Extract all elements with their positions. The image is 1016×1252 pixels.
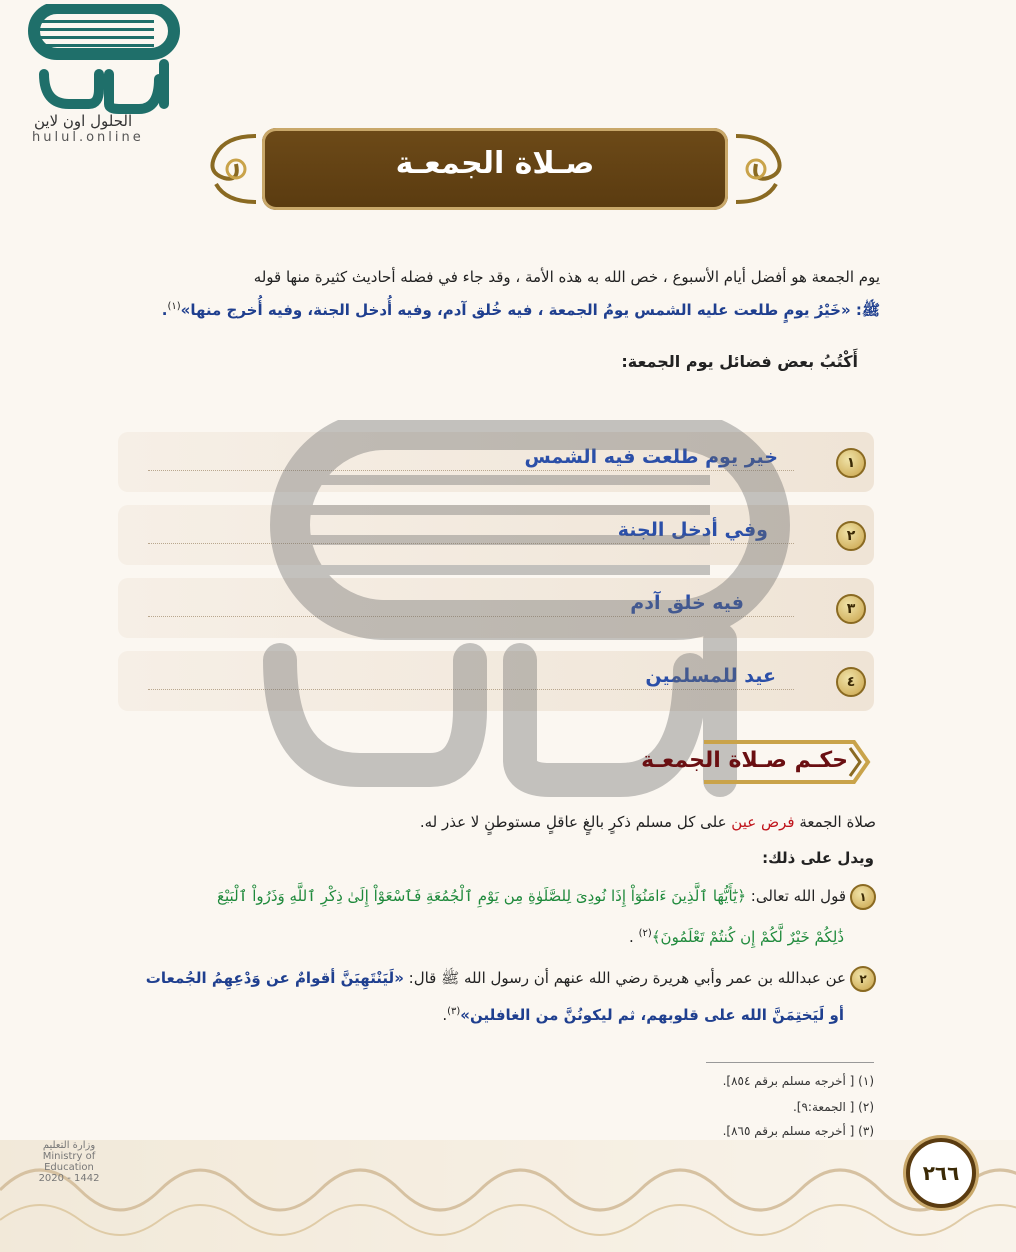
evidence-intro: ويدل على ذلك: bbox=[762, 849, 874, 867]
task-prompt: أَكْتُبُ بعض فضائل يوم الجمعة: bbox=[621, 352, 858, 371]
evidence-intro-text: قول الله تعالى: bbox=[746, 887, 846, 905]
item-number-badge: ٣ bbox=[836, 594, 866, 624]
hadith-text: ﷺ: «خَيْرُ يومٍ طلعت عليه الشمس يومُ الجمعة ، فيه خُلق آدم، وفيه أُدخل الجنة، وفيه أُخرج منها» bbox=[180, 301, 880, 319]
item-number-badge: ١ bbox=[836, 448, 866, 478]
evidence-item-1-cont bbox=[144, 922, 844, 949]
ministry-name: وزارة التعليم bbox=[42, 1140, 96, 1151]
ruling-text-a: صلاة الجمعة bbox=[794, 813, 876, 831]
handwritten-answer[interactable]: عيد للمسلمين bbox=[645, 665, 776, 687]
evidence-intro-text: عن عبدالله بن عمر وأبي هريرة رضي الله عنهم أن رسول الله ﷺ قال: bbox=[403, 969, 846, 987]
page-number: ٢٦٦ bbox=[906, 1138, 976, 1208]
footnote: (٢) [ الجمعة:٩]. bbox=[792, 1100, 874, 1114]
logo-url: hulul.online bbox=[32, 130, 144, 145]
item-number-badge: ٢ bbox=[836, 521, 866, 551]
footnote-ref: (٢) bbox=[638, 928, 652, 939]
ministry-logo bbox=[24, 1140, 114, 1184]
logo-mark-icon bbox=[24, 4, 194, 122]
handwritten-answer[interactable]: وفي أدخل الجنة bbox=[617, 519, 768, 541]
ruling-highlight: فرض عين bbox=[731, 813, 795, 831]
verse-end: . bbox=[629, 928, 639, 946]
hadith-text: «لَيَنْتَهِيَنَّ أقوامٌ عن وَدْعِهِمُ الجُمعات bbox=[145, 969, 404, 987]
logo-tagline: الحلول اون لاين bbox=[34, 112, 133, 130]
footnote: (٣) [ أخرجه مسلم برقم ٨٦٥]. bbox=[722, 1124, 874, 1138]
site-logo bbox=[14, 4, 194, 144]
evidence-item-1 bbox=[116, 884, 876, 910]
handwritten-answer[interactable]: فيه خلق آدم bbox=[630, 592, 744, 614]
footnote-divider bbox=[706, 1062, 874, 1063]
evidence-item-2 bbox=[116, 966, 876, 992]
quran-verse: ﴿يَٰٓأَيُّهَا ٱلَّذِينَ ءَامَنُوٓاْ إِذَا نُودِىَ لِلصَّلَوٰةِ مِن يَوْمِ ٱلْجُمُعَةِ فَٱسْعَوْاْ إِلَىٰ ذِكْرِ ٱللَّهِ وَذَرُواْ ٱلْبَيْعَ bbox=[217, 887, 747, 905]
handwritten-answer[interactable]: خير يوم طلعت فيه الشمس bbox=[524, 446, 778, 468]
footer-ornament-icon bbox=[0, 1120, 1016, 1252]
footnote-ref: (١) bbox=[167, 301, 181, 312]
hadith-end: . bbox=[442, 1006, 448, 1024]
footnote-ref: (٣) bbox=[447, 1006, 461, 1017]
hadith-end: . bbox=[161, 301, 168, 319]
hadith-quote bbox=[110, 296, 880, 321]
title-banner bbox=[262, 128, 728, 210]
item-number-badge: ٤ bbox=[836, 667, 866, 697]
footnote: (١) [ أخرجه مسلم برقم ٨٥٤]. bbox=[722, 1074, 874, 1088]
evidence-number-badge: ١ bbox=[850, 884, 876, 910]
hadith-text-cont: أو لَيَختِمَنَّ الله على قلوبهم، ثم ليكونُنَّ من الغافلين» bbox=[460, 1006, 844, 1024]
banner-ornament-left-icon bbox=[196, 128, 262, 210]
ruling-text-c: على كل مسلم ذكرٍ بالغٍ عاقلٍ مستوطنٍ لا عذر له. bbox=[419, 813, 732, 831]
evidence-item-2-cont bbox=[144, 1000, 844, 1027]
section-heading: حكـم صـلاة الجمعـة bbox=[641, 748, 848, 773]
page-title: صـلاة الجمعـة bbox=[395, 146, 595, 181]
ministry-year: 2020 - 1442 bbox=[38, 1173, 100, 1184]
ministry-subtitle: Ministry of Education bbox=[42, 1151, 96, 1173]
evidence-number-badge: ٢ bbox=[850, 966, 876, 992]
ruling-paragraph bbox=[136, 810, 876, 834]
quran-verse-cont: ذَٰلِكُمْ خَيْرٌ لَّكُمْ إِن كُنتُمْ تَعْلَمُونَ﴾ bbox=[651, 928, 844, 946]
banner-ornament-right-icon bbox=[730, 128, 796, 210]
intro-paragraph: يوم الجمعة هو أفضل أيام الأسبوع ، خص الله به هذه الأمة ، وقد جاء في فضله أحاديث كثيرة منها قوله bbox=[253, 268, 880, 286]
